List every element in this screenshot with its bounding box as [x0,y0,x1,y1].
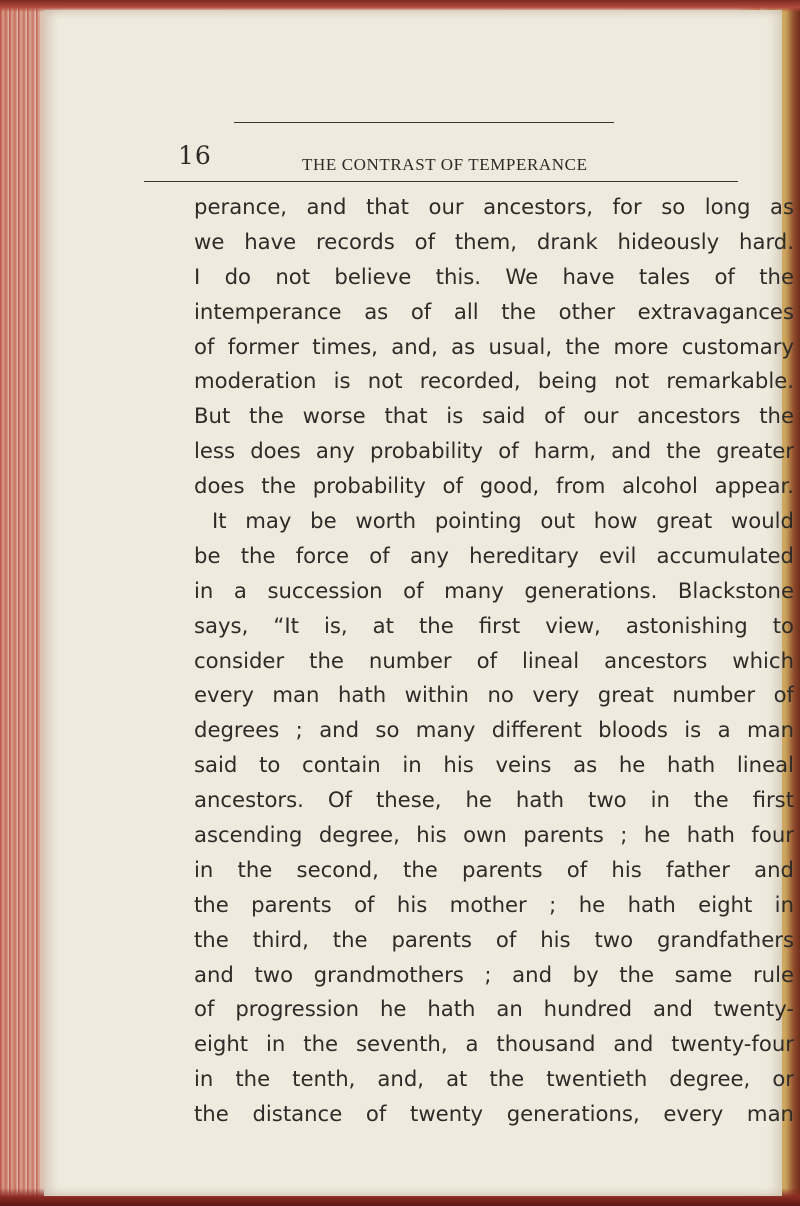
text-line: the distance of twenty generations, every man [194,1101,794,1127]
text-line: consider the number of lineal ancestors which [194,647,794,673]
text-line: of progression he hath an hundred and twenty- [194,996,794,1022]
text-line: degrees ; and so many different bloods is a man [194,717,794,743]
text-line: ascending degree, his own parents ; he hath four [194,822,794,848]
text-line: we have records of them, drank hideously hard. [194,228,794,254]
running-title: THE CONTRAST OF TEMPERANCE [302,155,588,174]
text-line: moderation is not recorded, being not remarkable. [194,368,794,394]
text-line: said to contain in his veins as he hath lineal [194,752,794,778]
text-line: in the tenth, and, at the twentieth degree, or [194,1066,794,1092]
text-line: be the force of any hereditary evil accumulated [194,542,794,568]
book-page [44,10,794,1196]
text-line: of former times, and, as usual, the more customary [194,333,794,359]
text-line: intemperance as of all the other extravagances [194,298,794,324]
text-line: every man hath within no very great number of [194,682,794,708]
text-line: in a succession of many generations. Blackstone [194,577,794,603]
text-line: less does any probability of harm, and the greater [194,438,794,464]
text-line: and two grandmothers ; and by the same rule [194,961,794,987]
paragraph-start-line: It may be worth pointing out how great would [212,508,794,534]
text-line: eight in the seventh, a thousand and twenty-four [194,1031,794,1057]
text-line: the third, the parents of his two grandfathers [194,926,794,952]
text-line: the parents of his mother ; he hath eight in [194,891,794,917]
text-line: does the probability of good, from alcohol appear. [194,473,794,499]
text-line: I do not believe this. We have tales of the [194,263,794,289]
text-line: But the worse that is said of our ancestors the [194,403,794,429]
header-rule-bottom [144,181,738,182]
header-rule-top [234,122,614,123]
body-text [194,190,794,1132]
page-number: 16 [178,141,212,170]
text-line: says, “It is, at the first view, astonishing to [194,612,794,638]
text-line: perance, and that our ancestors, for so long as [194,194,794,219]
text-line: ancestors. Of these, he hath two in the first [194,787,794,813]
binding-left [0,0,40,1206]
text-line: in the second, the parents of his father and [194,856,794,882]
